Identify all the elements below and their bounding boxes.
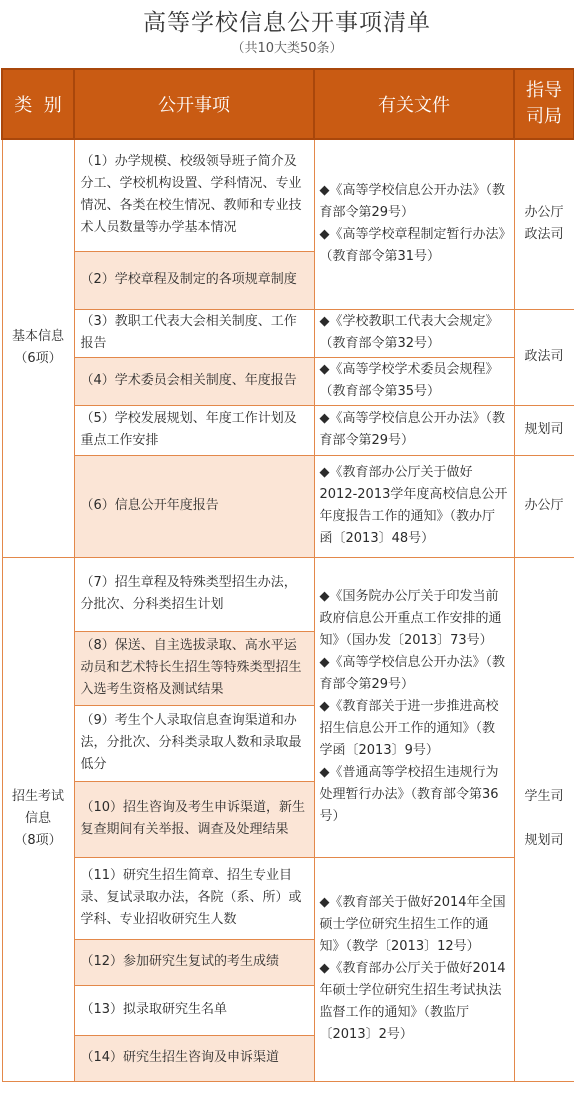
item-13: （13）拟录取研究生名单 (74, 985, 314, 1035)
document-entry: ◆《教育部关于进一步推进高校招生信息公开工作的通知》（教学函〔2013〕9号） (319, 699, 499, 758)
department-6: 办公厅 (514, 455, 574, 557)
column-header-department: 指导 司局 (514, 69, 574, 139)
documents-11-14 (314, 857, 514, 1081)
document-entry: ◆《教育部办公厅关于做好2012-2013学年度高校信息公开年度报告工作的通知》（教办厅函〔2013〕48号） (319, 465, 508, 546)
department-5: 规划司 (514, 405, 574, 455)
document-entry: ◆《普通高等学校招生违规行为处理暂行办法》（教育部令第36号） (319, 765, 499, 824)
table-row (2, 455, 574, 557)
department-3-4: 政法司 (514, 309, 574, 405)
item-10: （10）招生咨询及考生申诉渠道，新生复查期间有关举报、调查及处理结果 (74, 781, 314, 857)
item-3: （3）教职工代表大会相关制度、工作报告 (74, 309, 314, 357)
item-1: （1）办学规模、校级领导班子简介及分工、学校机构设置、学科情况、专业情况、各类在校生情况、教师和专业技术人员数量等办学基本情况 (74, 139, 314, 251)
item-2: （2）学校章程及制定的各项规章制度 (74, 251, 314, 309)
item-4: （4）学术委员会相关制度、年度报告 (74, 357, 314, 405)
table-row (2, 139, 574, 251)
document-entry: ◆《高等学校信息公开办法》（教育部令第29号） (319, 655, 505, 692)
item-6: （6）信息公开年度报告 (74, 455, 314, 557)
document-entry: ◆《教育部办公厅关于做好2014年硕士学位研究生招生考试执法监督工作的通知》（教监厅〔2013〕2号） (319, 961, 506, 1042)
table-row (2, 557, 574, 631)
table-row (2, 857, 574, 939)
column-header-category: 类 别 (2, 69, 74, 139)
category-admission-info: 招生考试 信息 （8项） (2, 557, 74, 1081)
table-row (2, 309, 574, 357)
department-7-14: 学生司 规划司 (514, 557, 574, 1081)
table-row (2, 357, 574, 405)
documents-4 (314, 357, 514, 405)
item-14: （14）研究生招生咨询及申诉渠道 (74, 1035, 314, 1081)
documents-1-2 (314, 139, 514, 309)
document-entry: ◆《高等学校学术委员会规程》（教育部令第35号） (319, 362, 499, 399)
category-basic-info: 基本信息 （6项） (2, 139, 74, 557)
documents-5 (314, 405, 514, 455)
documents-6 (314, 455, 514, 557)
item-9: （9）考生个人录取信息查询渠道和办法，分批次、分科类录取人数和录取最低分 (74, 705, 314, 781)
column-header-item: 公开事项 (74, 69, 314, 139)
item-7: （7）招生章程及特殊类型招生办法，分批次、分科类招生计划 (74, 557, 314, 631)
document-entry: ◆《国务院办公厅关于印发当前政府信息公开重点工作安排的通知》（国办发〔2013〕73号） (319, 589, 502, 648)
document-entry: ◆《高等学校信息公开办法》（教育部令第29号） (319, 183, 505, 221)
column-header-documents: 有关文件 (314, 69, 514, 139)
page-subtitle: （共10大类50条） (231, 41, 343, 56)
disclosure-table (1, 68, 574, 1082)
item-11: （11）研究生招生简章、招生专业目录、复试录取办法，各院（系、所）或学科、专业招收研究生人数 (74, 857, 314, 939)
document-entry: ◆《高等学校章程制定暂行办法》（教育部令第31号） (319, 227, 505, 265)
document-entry: ◆《学校教职工代表大会规定》（教育部令第32号） (319, 314, 499, 351)
document-entry: ◆《教育部关于做好2014年全国硕士学位研究生招生工作的通知》（教学〔2013〕12号） (319, 895, 506, 954)
table-row (2, 405, 574, 455)
table-header-row (2, 69, 574, 139)
department-1-2: 办公厅 政法司 (514, 139, 574, 309)
page-title: 高等学校信息公开事项清单 (143, 10, 431, 36)
documents-3 (314, 309, 514, 357)
item-5: （5）学校发展规划、年度工作计划及重点工作安排 (74, 405, 314, 455)
item-8: （8）保送、自主选拔录取、高水平运动员和艺术特长生招生等特殊类型招生入选考生资格及测试结果 (74, 631, 314, 705)
documents-7-10 (314, 557, 514, 857)
item-12: （12）参加研究生复试的考生成绩 (74, 939, 314, 985)
page-header (0, 0, 574, 68)
document-entry: ◆《高等学校信息公开办法》（教育部令第29号） (319, 411, 505, 448)
